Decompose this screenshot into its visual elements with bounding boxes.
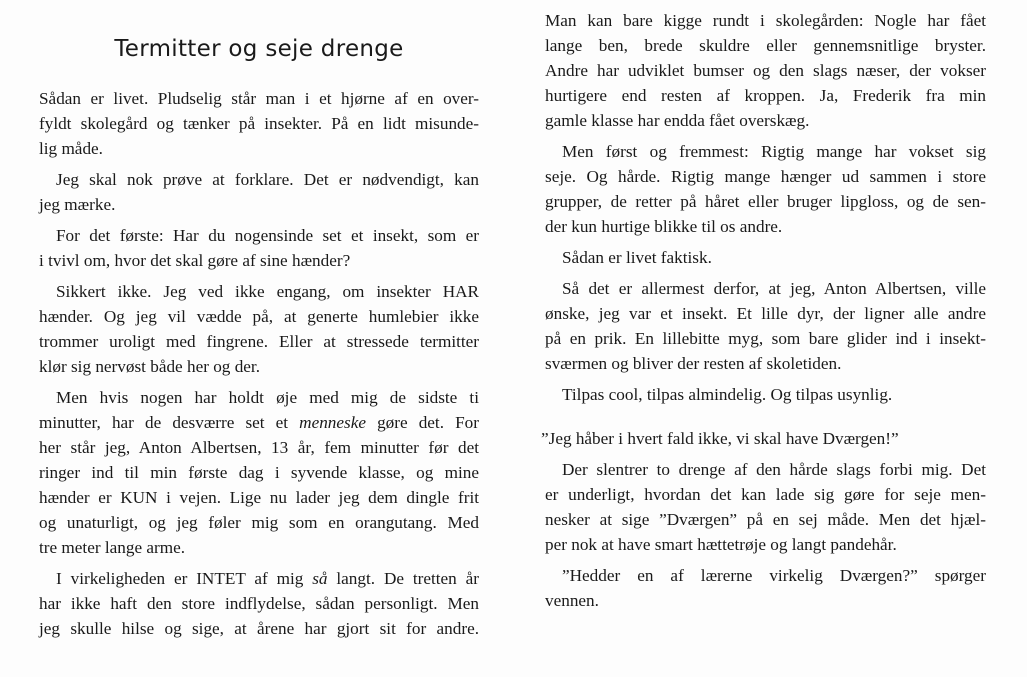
paragraph (39, 566, 479, 641)
text-line (39, 410, 479, 435)
paragraph (545, 245, 986, 270)
text-line: per nok at have smart hættetrøje og langt pandehår. (545, 535, 897, 554)
text-line: sværmen og bliver der resten af skoletiden. (545, 354, 842, 373)
paragraph (545, 139, 986, 239)
emphasis: så (312, 569, 328, 588)
paragraph (541, 426, 986, 451)
paragraph (39, 223, 479, 273)
paragraph (39, 279, 479, 379)
text-line: ønske, jeg var et insekt. Et lille dyr, der ligner alle andre (545, 304, 986, 323)
text-line: For det første: Har du nogensinde set et insekt, som er (56, 226, 479, 245)
text-line: seje. Og hårde. Rigtig mange hænger ud sammen i store (545, 167, 986, 186)
text-line: hænder er KUN i vejen. Lige nu lader jeg dem dingle frit (39, 488, 479, 507)
text-line: fyldt skolegård og tænker på insekter. På en lidt misunde- (39, 114, 479, 133)
text-line: Andre har udviklet bumser og den slags næser, der vokser (545, 61, 986, 80)
text-line: jeg skulle hilse og sige, at årene har gjort sit for andre. (39, 619, 479, 638)
text-line: har ikke haft den store indflydelse, sådan personligt. Men (39, 594, 479, 613)
paragraph (545, 563, 986, 613)
text-line: ”Hedder en af lærerne virkelig Dværgen?” spørger (562, 566, 986, 585)
text-line (39, 566, 479, 591)
text-line: Sådan er livet. Pludselig står man i et hjørne af en over- (39, 89, 479, 108)
emphasis: menneske (299, 413, 366, 432)
text-line: grupper, de retter på håret eller bruger lipgloss, og de sen- (545, 192, 986, 211)
paragraph (39, 167, 479, 217)
paragraph (39, 86, 479, 161)
text-line: nesker at sige ”Dværgen” på en sej måde. Men det hjæl- (545, 510, 986, 529)
paragraph (545, 276, 986, 376)
text-line: klør sig nervøst både her og der. (39, 357, 260, 376)
text-line: ringer ind til min første dag i syvende klasse, og mine (39, 463, 479, 482)
right-page-column (541, 8, 986, 619)
text-line: Tilpas cool, tilpas almindelig. Og tilpas usynlig. (562, 385, 893, 404)
text-line: lange ben, brede skuldre eller gennemsnitlige bryster. (545, 36, 986, 55)
text-run: I virkeligheden er INTET af mig (56, 569, 313, 588)
text-line: Jeg skal nok prøve at forklare. Det er nødvendigt, kan (56, 170, 479, 189)
paragraph (545, 8, 986, 133)
paragraph (545, 382, 986, 407)
text-line: Men hvis nogen har holdt øje med mig de sidste ti (56, 388, 479, 407)
text-line: Man kan bare kigge rundt i skolegården: Nogle har fået (545, 11, 986, 30)
text-line: Sikkert ikke. Jeg ved ikke engang, om insekter HAR (56, 282, 479, 301)
text-line: i tvivl om, hvor det skal gøre af sine hænder? (39, 251, 351, 270)
text-line: og unaturligt, og jeg føler mig som en orangutang. Med (39, 513, 479, 532)
text-line: lig måde. (39, 139, 103, 158)
text-run: langt. De tretten år (327, 569, 479, 588)
text-line: Sådan er livet faktisk. (562, 248, 712, 267)
text-line: Der slentrer to drenge af den hårde slags forbi mig. Det (562, 460, 986, 479)
text-line: hænder. Og jeg vil vædde på, at generte humlebier ikke (39, 307, 479, 326)
text-line: hurtigere end resten af kroppen. Ja, Frederik fra min (545, 86, 986, 105)
left-page-column (39, 86, 479, 647)
text-line: der kun hurtige blikke til os andre. (545, 217, 783, 236)
text-line: Men først og fremmest: Rigtig mange har vokset sig (562, 142, 986, 161)
text-run: gøre det. For (365, 413, 479, 432)
text-line: er underligt, hvordan det kan lade sig gøre for seje men- (545, 485, 986, 504)
text-line: jeg mærke. (39, 195, 116, 214)
text-line: tre meter lange arme. (39, 538, 186, 557)
text-line: Så det er allermest derfor, at jeg, Anton Albertsen, ville (562, 279, 986, 298)
text-run: minutter, har de desværre set et (39, 413, 300, 432)
text-line: gamle klasse har endda fået overskæg. (545, 111, 810, 130)
text-line: trommer uroligt med fingrene. Eller at stressede termitter (39, 332, 479, 351)
paragraph (39, 385, 479, 560)
text-line: her står jeg, Anton Albertsen, 13 år, fem minutter før det (39, 438, 479, 457)
text-line: vennen. (545, 591, 599, 610)
text-line: ”Jeg håber i hvert fald ikke, vi skal have Dværgen!” (541, 429, 899, 448)
text-line: på en prik. En lillebitte myg, som bare glider ind i insekt- (545, 329, 986, 348)
paragraph (545, 457, 986, 557)
chapter-title: Termitter og seje drenge (114, 36, 404, 62)
